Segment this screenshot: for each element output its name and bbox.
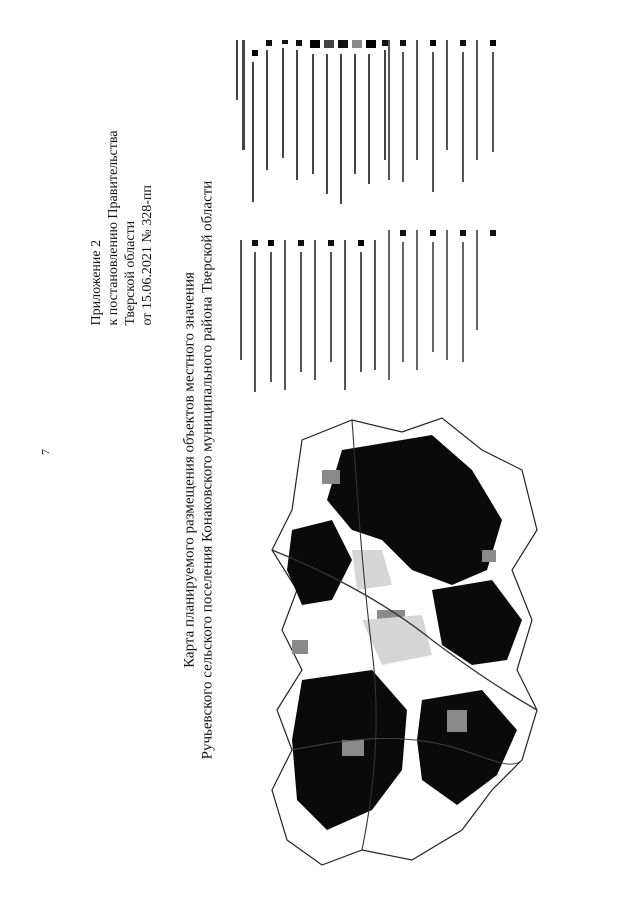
appendix-line-4: от 15.06.2021 № 328-пп <box>140 185 155 326</box>
appendix-line-3: Тверской области <box>123 220 138 326</box>
appendix-line-1: Приложение 2 <box>89 239 104 326</box>
map-title-line-1: Карта планируемого размещения объектов местного значения <box>181 272 198 668</box>
map-legend-primary <box>226 30 396 405</box>
appendix-header <box>88 130 156 325</box>
page-number: 7 <box>38 449 53 455</box>
settlement-patch <box>292 640 308 654</box>
settlement-patch <box>447 710 467 732</box>
settlement-patch <box>482 550 496 562</box>
legend-column-4 <box>388 230 496 380</box>
settlement-map-image <box>232 410 552 870</box>
appendix-line-2: к постановлению Правительства <box>106 130 121 326</box>
legend-column-1 <box>236 40 388 204</box>
settlement-patch <box>342 740 364 756</box>
legend-column-2 <box>240 240 376 392</box>
map-title-line-2: Ручьевского сельского поселения Конаковского муниципального района Тверской области <box>199 180 216 760</box>
map-legend-secondary <box>380 30 500 405</box>
settlement-patch <box>322 470 340 484</box>
legend-column-3 <box>388 40 496 192</box>
